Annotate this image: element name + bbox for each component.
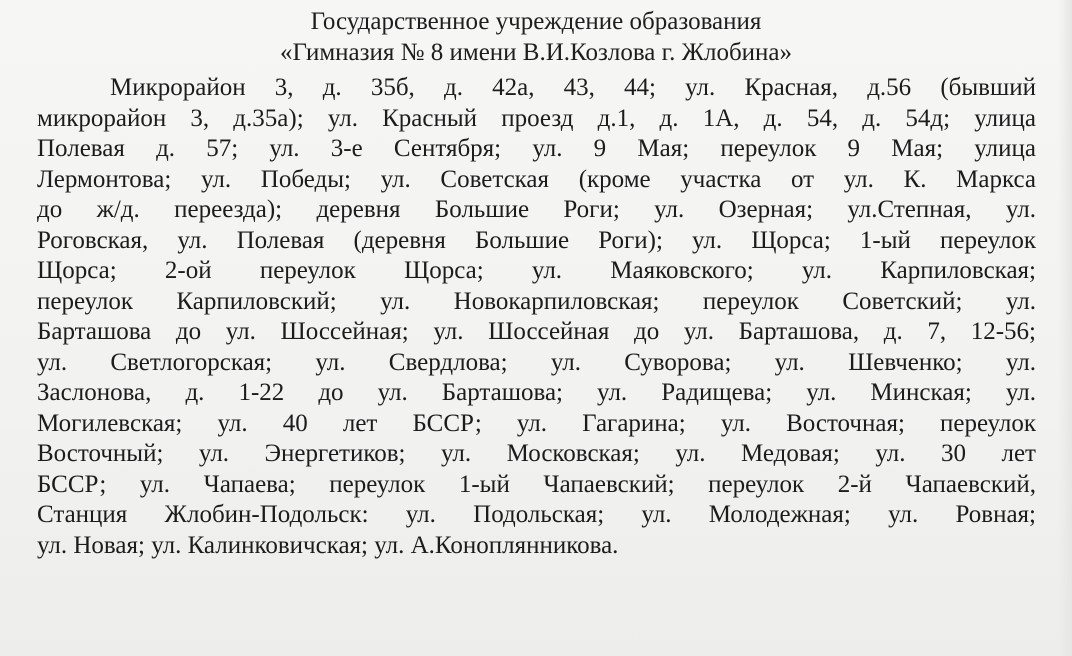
paragraph-line: Восточный; ул. Энергетиков; ул. Московская; ул. Медовая; ул. 30 лет	[37, 440, 1036, 467]
paragraph-line: Станция Жлобин-Подольск: ул. Подольская; ул. Молодежная; ул. Ровная;	[37, 501, 1036, 528]
paragraph-line: Щорса; 2-ой переулок Щорса; ул. Маяковского; ул. Карпиловская;	[37, 257, 1036, 284]
paragraph-line: ул. Светлогорская; ул. Свердлова; ул. Суворова; ул. Шевченко; ул.	[37, 348, 1036, 376]
paragraph-line: Могилевская; ул. 40 лет БССР; ул. Гагарина; ул. Восточная; переулок	[37, 409, 1036, 437]
paragraph-line: Микрорайон 3, д. 35б, д. 42а, 43, 44; ул. Красная, д.56 (бывший	[110, 74, 1036, 101]
paragraph-line: Заслонова, д. 1-22 до ул. Барташова; ул. Радищева; ул. Минская; ул.	[37, 379, 1036, 406]
paragraph-line: ул. Новая; ул. Калинковичская; ул. А.Коноплянникова.	[37, 531, 619, 559]
paragraph-line: до ж/д. переезда); деревня Большие Роги; ул. Озерная; ул.Степная, ул.	[37, 196, 1036, 223]
paragraph-line: Роговская, ул. Полевая (деревня Большие Роги); ул. Щорса; 1-ый переулок	[37, 226, 1036, 254]
institution-name-heading: «Гимназия № 8 имени В.И.Козлова г. Жлобина»	[279, 39, 793, 66]
address-list-paragraph	[37, 73, 1036, 561]
institution-type-heading: Государственное учреждение образования	[310, 8, 762, 35]
paragraph-line: переулок Карпиловский; ул. Новокарпиловская; переулок Советский; ул.	[37, 287, 1036, 315]
paragraph-line: Барташова до ул. Шоссейная; ул. Шоссейная до ул. Барташова, д. 7, 12-56;	[37, 318, 1036, 345]
paragraph-line: микрорайон 3, д.35а); ул. Красный проезд д.1, д. 1А, д. 54, д. 54д; улица	[37, 104, 1036, 132]
scan-edge-shadow	[1058, 0, 1072, 656]
paragraph-line: Полевая д. 57; ул. 3-е Сентября; ул. 9 Мая; переулок 9 Мая; улица	[37, 135, 1036, 162]
paragraph-line: Лермонтова; ул. Победы; ул. Советская (кроме участка от ул. К. Маркса	[37, 165, 1036, 193]
paragraph-line: БССР; ул. Чапаева; переулок 1-ый Чапаевский; переулок 2-й Чапаевский,	[37, 470, 1036, 498]
